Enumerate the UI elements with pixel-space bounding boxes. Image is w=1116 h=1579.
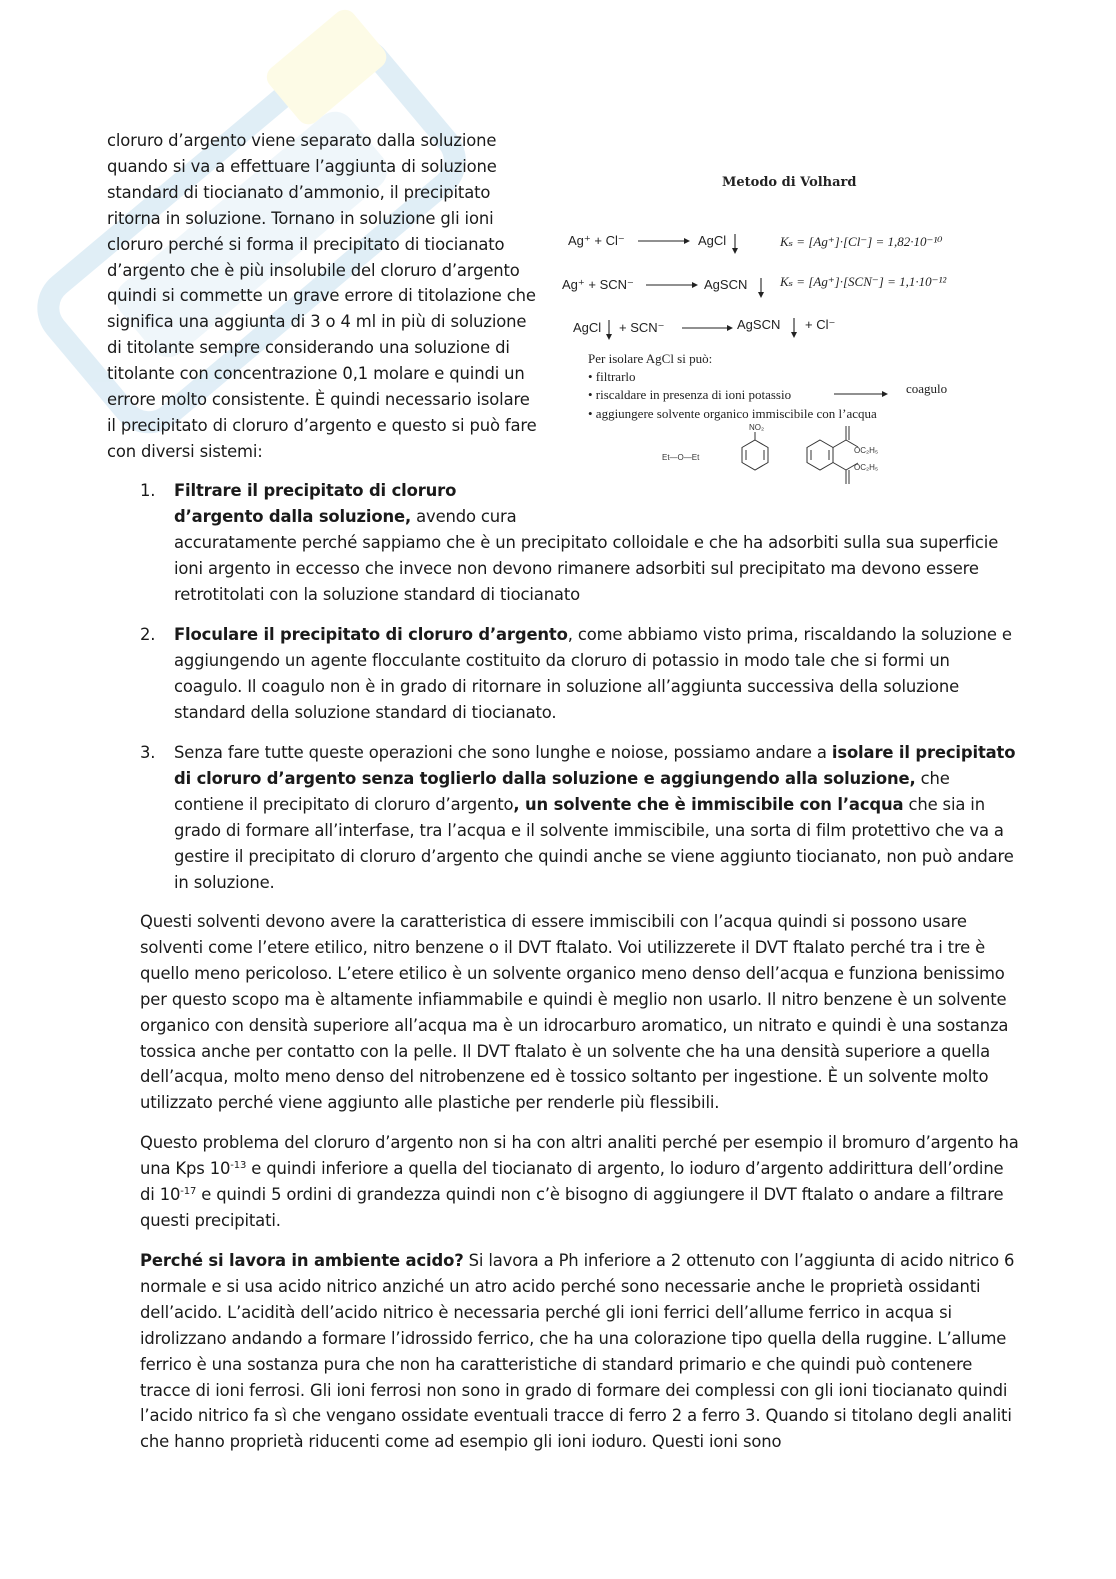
reaction1-ks: Kₛ = [Ag⁺]·[Cl⁻] = 1,82·10⁻¹⁰ bbox=[780, 234, 943, 249]
precipitate-arrow-icon bbox=[758, 278, 764, 298]
list-item-bold: isolare il precipitato di cloruro d’argento senza toglierlo dalla soluzione e aggiungendo alla soluzione, bbox=[174, 743, 1016, 788]
ester-group-top: OC₂H₅ bbox=[854, 446, 879, 455]
arrow-icon bbox=[638, 238, 690, 244]
precipitate-arrow-icon bbox=[606, 320, 612, 340]
nitrobenzene-structure bbox=[742, 432, 768, 470]
diethyl-ether-label: Et—O—Et bbox=[662, 453, 700, 462]
list-item-text: che contiene il precipitato di cloruro d’argento bbox=[174, 768, 950, 814]
list-item-1-bold: Filtrare il precipitato di cloruro d’argento dalla soluzione, bbox=[174, 481, 457, 526]
reaction3-left: AgCl bbox=[573, 320, 602, 335]
arrow-icon bbox=[682, 325, 733, 331]
ester-group-bottom: OC₂H₅ bbox=[854, 463, 879, 472]
list-number: 1. bbox=[140, 481, 156, 500]
paragraph-other-analytes: Questo problema del cloruro d’argento non si ha con altri analiti perché per esempio il bromuro d’argento ha una Kps $10^{-13}$ e quindi inferiore a quella del tiocianato di argento, lo ioduro d’argento addirittura dell’ordine di $10^{-17}$ e quindi 5 ordini di grandezza quindi non c’è bisogno di aggiungere il DVT ftalato o andare a filtrare questi precipitati. bbox=[140, 1133, 1019, 1230]
list-item-text: , come abbiamo visto prima, riscaldando la soluzione e aggiungendo un agente flocculante costituito da cloruro di potassio in modo tale che si formi un coagulo. Il coagulo non è in grado di ritornare in soluzione all’aggiunta successiva della soluzione standard della soluzione standard di tiocianato. bbox=[174, 625, 1012, 722]
coagulo-label: coagulo bbox=[906, 381, 948, 396]
volhard-method-figure bbox=[562, 168, 992, 488]
intro-paragraph: cloruro d’argento viene separato dalla soluzione quando si va a effettuare l’aggiunta di soluzione standard di tiocianato d’ammonio, il precipitato ritorna in soluzione. Tornano in soluzione gli ioni cloruro perché si forma il precipitato di tiocianato d’argento che è più insolubile del cloruro d’argento quindi si commette un grave errore di titolazione che significa una aggiunta di 3 o 4 ml in più di soluzione di titolante sempre considerando una soluzione di titolante con concentrazione 0,1 molare e quindi un errore molto consistente. È quindi necessario isolare il precipitato di cloruro d’argento e questo si può fare con diversi sistemi: bbox=[107, 131, 537, 461]
list-number: 3. bbox=[140, 743, 156, 762]
list-item bbox=[140, 740, 1020, 895]
list-item-bold: Floculare il precipitato di cloruro d’argento bbox=[174, 625, 568, 644]
paragraph-solvents: Questi solventi devono avere la caratteristica di essere immiscibili con l’acqua quindi si possono usare solventi come l’etere etilico, nitro benzene o il DVT ftalato. Voi utilizzerete il DVT ftalato perché tra i tre è quello meno pericoloso. L’etere etilico è un solvente organico meno denso dell’acqua e funziona benissimo per questo scopo ma è altamente infiammabile e quindi è meglio non usarlo. Il nitro benzene è un solvente organico con densità superiore all’acqua ma è un idrocarburo aromatico, un nitrato e quindi è una sostanza tossica anche per contatto con la pelle. Il DVT ftalato è un solvente che ha una densità superiore a quella dell’acqua, molto meno denso del nitrobenzene ed è tossico soltanto per ingestione. È un solvente molto utilizzato perché viene aggiunto alle plastiche per renderle più flessibili. bbox=[140, 912, 1009, 1113]
reaction2-ks: Kₛ = [Ag⁺]·[SCN⁻] = 1,1·10⁻¹² bbox=[780, 274, 947, 289]
paragraph-heading: Perché si lavora in ambiente acido? bbox=[140, 1251, 464, 1270]
nitro-group-label: NO₂ bbox=[749, 423, 765, 432]
arrow-icon bbox=[834, 391, 888, 397]
list-number: 2. bbox=[140, 625, 156, 644]
reaction2-left: Ag⁺ + SCN⁻ bbox=[562, 277, 634, 292]
list-item-1-text-start: avendo cura bbox=[416, 506, 517, 526]
isolate-title: Per isolare AgCl si può: bbox=[588, 351, 713, 366]
option-solvent: • aggiungere solvente organico immiscibile con l’acqua bbox=[588, 406, 877, 421]
reaction2-right: AgSCN bbox=[704, 277, 748, 292]
list-item-text: Senza fare tutte queste operazioni che sono lunghe e noiose, possiamo andare a bbox=[174, 743, 832, 762]
list-item-bold: , un solvente che è immiscibile con l’acqua bbox=[513, 794, 904, 814]
reaction1-right: AgCl bbox=[698, 233, 727, 248]
list-item-1-body bbox=[174, 478, 1020, 530]
reaction1-left: Ag⁺ + Cl⁻ bbox=[568, 233, 625, 248]
paragraph-acid-environment: Perché si lavora in ambiente acido? Si lavora a Ph inferiore a 2 ottenuto con l’aggiunta di acido nitrico 6 normale e si usa acido nitrico anziché un atro acido perché sono necessarie anche le proprietà ossidanti dell’acido. L’acidità dell’acido nitrico è necessaria perché gli ioni ferrici dell’allume ferrico in acqua si idrolizzano andando a formare l’idrossido ferrico, che ha una colorazione tipo quella della ruggine. L’allume ferrico è una sostanza pura che non ha caratteristiche di standard primario e che quindi può contenere tracce di ioni ferrosi. Gli ioni ferrosi non sono in grado di formare dei complessi con gli ioni tiocianato quindi l’acido nitrico fa sì che vengano ossidate eventuali tracce di ferro 2 a ferro 3. Quando si titolano degli analiti che hanno proprietà riducenti come ad esempio gli ioni ioduro. Questi ioni sono bbox=[140, 1251, 1015, 1452]
option-filter: • filtrarlo bbox=[588, 369, 636, 384]
arrow-icon bbox=[646, 282, 698, 288]
precipitate-arrow-icon bbox=[732, 234, 738, 254]
reaction3-tail: + Cl⁻ bbox=[805, 317, 836, 332]
phthalate-structure bbox=[807, 426, 858, 484]
list-item bbox=[140, 622, 1020, 726]
figure-title: Metodo di Volhard bbox=[722, 175, 857, 190]
list-item-1-text: accuratamente perché sappiamo che è un precipitato colloidale e che ha adsorbiti sulla sua superficie ioni argento in eccesso che invece non devono rimanere adsorbiti sul precipitato ma devono essere retrotitolati con la soluzione standard di tiocianato bbox=[174, 533, 999, 604]
precipitate-arrow-icon bbox=[791, 318, 797, 338]
reaction3-mid: + SCN⁻ bbox=[619, 320, 665, 335]
option-heat: • riscaldare in presenza di ioni potassio bbox=[588, 387, 792, 402]
list-item-text: che sia in grado di formare all’interfase, tra l’acqua e il solvente immiscibile, una sorta di film protettivo che va a gestire il precipitato di cloruro d’argento che quindi anche se viene aggiunto tiocianato, non può andare in soluzione. bbox=[174, 794, 1014, 892]
reaction3-right: AgSCN bbox=[737, 317, 781, 332]
